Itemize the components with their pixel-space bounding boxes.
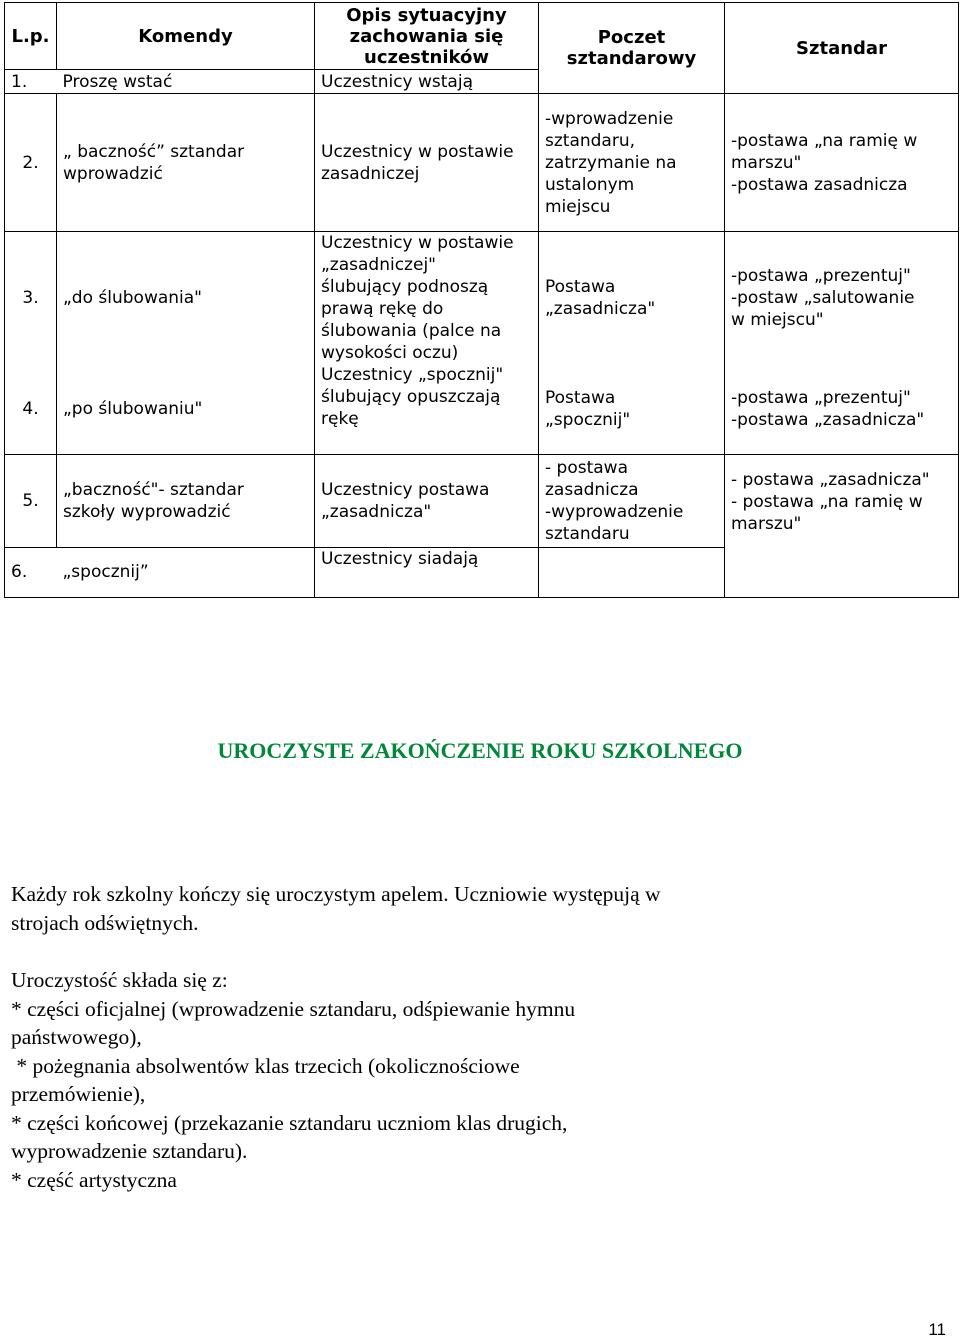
header-sztandar: Sztandar: [725, 3, 959, 94]
text-line: wyprowadzenie sztandaru).: [11, 1139, 248, 1163]
row-komenda: „spocznij”: [57, 547, 315, 597]
text-line: * części końcowej (przekazanie sztandaru uczniom klas drugich,: [11, 1110, 568, 1135]
row-lp: 6.: [5, 547, 57, 597]
text-line: przemówienie),: [11, 1082, 146, 1106]
text-line: Każdy rok szkolny kończy się uroczystym apelem. Uczniowie występują w: [11, 882, 661, 906]
text-line: * część artystyczna: [11, 1167, 177, 1192]
table-row: [5, 232, 959, 365]
row-poczet-empty: [539, 547, 725, 597]
row-lp: 3.: [5, 232, 57, 365]
table-row: [5, 94, 959, 232]
row-komenda: „baczność"- sztandar szkoły wyprowadzić: [57, 454, 315, 547]
section-title: UROCZYSTE ZAKOŃCZENIE ROKU SZKOLNEGO: [217, 738, 743, 763]
row-sztandar: - postawa „zasadnicza" - postawa „na ramię w marszu": [725, 454, 959, 597]
text-line: * części oficjalnej (wprowadzenie sztandaru, odśpiewanie hymnu: [11, 996, 576, 1021]
row-lp: 5.: [5, 454, 57, 547]
row-lp: 4.: [5, 364, 57, 454]
row-komenda: „po ślubowaniu": [57, 364, 315, 454]
header-komendy: Komendy: [57, 3, 315, 70]
row-opis: Uczestnicy w postawie „zasadniczej" ślubujący podnoszą prawą rękę do ślubowania (palce na wysokości oczu): [315, 232, 539, 365]
row-sztandar: -postawa „prezentuj" -postaw „salutowanie w miejscu": [725, 232, 959, 365]
row-opis: Uczestnicy siadają: [315, 547, 539, 597]
table-row: [5, 454, 959, 547]
row-opis: Uczestnicy „spocznij" ślubujący opuszczają rękę: [315, 364, 539, 454]
page-number: 11: [928, 1320, 946, 1339]
row-sztandar: -postawa „prezentuj" -postawa „zasadnicza": [725, 364, 959, 454]
row-poczet: Postawa „zasadnicza": [539, 232, 725, 365]
row-poczet: - postawa zasadnicza -wyprowadzenie sztandaru: [539, 454, 725, 547]
header-lp: L.p.: [5, 3, 57, 70]
row-sztandar: -postawa „na ramię w marszu" -postawa zasadnicza: [725, 94, 959, 232]
header-poczet: Poczet sztandarowy: [539, 3, 725, 94]
intro-paragraph: [11, 880, 811, 937]
row-opis: Uczestnicy wstają: [315, 70, 539, 94]
row-komenda: „do ślubowania": [57, 232, 315, 365]
row-poczet: Postawa „spocznij": [539, 364, 725, 454]
table-header-row: [5, 3, 959, 70]
row-lp: 2.: [5, 94, 57, 232]
text-line: strojach odświętnych.: [11, 910, 199, 935]
row-opis: Uczestnicy w postawie zasadniczej: [315, 94, 539, 232]
table-row: [5, 364, 959, 454]
row-komenda: „ baczność” sztandar wprowadzić: [57, 94, 315, 232]
program-paragraph: [11, 966, 811, 1194]
row-opis: Uczestnicy postawa „zasadnicza": [315, 454, 539, 547]
text-line: * pożegnania absolwentów klas trzecich (okolicznościowe: [11, 1053, 520, 1078]
header-opis: Opis sytuacyjny zachowania się uczestników: [315, 3, 539, 70]
text-line: Uroczystość składa się z:: [11, 968, 228, 992]
row-lp: 1.: [5, 70, 57, 94]
row-poczet: -wprowadzenie sztandaru, zatrzymanie na ustalonym miejscu: [539, 94, 725, 232]
text-line: państwowego),: [11, 1025, 142, 1049]
row-komenda: Proszę wstać: [57, 70, 315, 94]
ceremony-commands-table: [4, 2, 959, 598]
